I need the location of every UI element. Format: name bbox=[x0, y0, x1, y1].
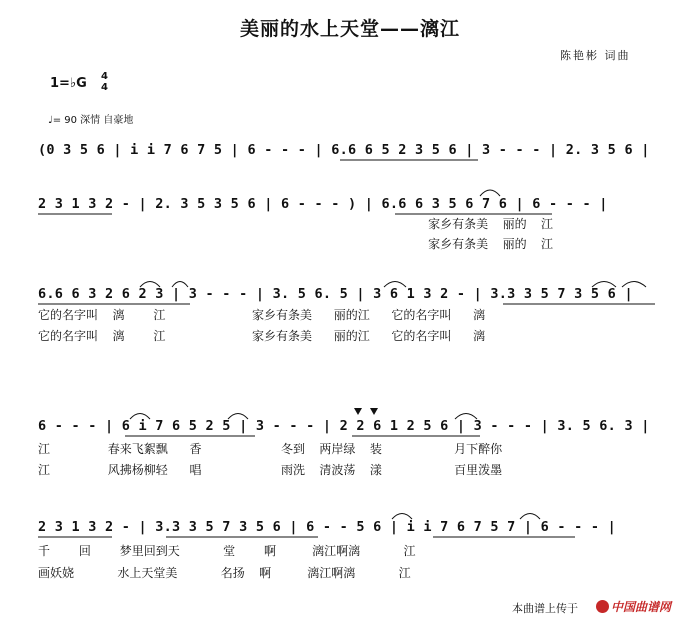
notation-line-1: (0 3 5 6 | i i 7 6 7 5 | 6 - - - | 6.6 6 5 2 3 5 6 | 3 - - - | 2. 3 5 6 | bbox=[38, 142, 650, 158]
fermata-marks bbox=[354, 408, 378, 415]
fermata-wedge bbox=[354, 408, 362, 415]
site-logo bbox=[596, 598, 671, 615]
song-title: 美丽的水上天堂——漓江 bbox=[239, 18, 460, 40]
lyric-line-2a: 家乡有条美 丽的 江 bbox=[38, 217, 554, 231]
beam-underlines bbox=[38, 160, 655, 537]
lyric-line-5b: 画妖娆 水上天堂美 名扬 啊 漓江啊漓 江 bbox=[38, 566, 411, 580]
notation-line-4: 6 - - - | 6 i 7 6 5 2 5 | 3 - - - | 2 2 6 1 2 5 6 | 3 - - - | 3. 5 6. 3 | bbox=[38, 418, 650, 434]
tempo-marking: ♩= 90 深情 自豪地 bbox=[48, 115, 134, 126]
time-signature-bottom: 4 bbox=[101, 82, 108, 93]
slur-mark bbox=[455, 414, 477, 420]
lyric-line-3a: 它的名字叫 漓 江 家乡有条美 丽的江 它的名字叫 漓 bbox=[38, 308, 486, 322]
composer-credit: 陈艳彬 词曲 bbox=[560, 49, 631, 62]
lyric-line-4a: 江 春来飞絮飘 香 冬到 两岸绿 装 月下醉你 bbox=[38, 442, 503, 456]
slur-mark bbox=[172, 282, 188, 288]
slur-mark bbox=[592, 282, 616, 288]
slur-mark bbox=[622, 282, 646, 288]
slur-mark bbox=[392, 514, 412, 520]
notation-line-3: 6.6 6 3 2 6 2 3 | 3 - - - | 3. 5 6. 5 | 3 6 1 3 2 - | 3.3 3 5 7 3 5 6 | bbox=[38, 286, 633, 302]
slur-mark bbox=[384, 282, 406, 288]
slur-mark bbox=[228, 414, 248, 420]
footer-label: 本曲谱上传于 bbox=[512, 602, 578, 615]
site-logo-icon bbox=[596, 600, 609, 613]
lyric-line-5a: 千 回 梦里回到天 堂 啊 漓江啊漓 江 bbox=[38, 544, 416, 558]
slur-mark bbox=[140, 282, 160, 288]
lyric-line-4b: 江 风拂杨柳轻 唱 雨洗 清波荡 漾 百里泼墨 bbox=[38, 463, 503, 477]
lyric-line-3b: 它的名字叫 漓 江 家乡有条美 丽的江 它的名字叫 漓 bbox=[38, 329, 486, 343]
notation-line-2: 2 3 1 3 2 - | 2. 3 5 3 5 6 | 6 - - - ) | 6.6 6 3 5 6 7 6 | 6 - - - | bbox=[38, 196, 608, 212]
site-name: 中国曲谱网 bbox=[611, 600, 672, 614]
time-signature-top: 4 bbox=[101, 71, 108, 82]
key-signature: 1=♭G bbox=[50, 76, 87, 91]
fermata-wedge bbox=[370, 408, 378, 415]
slur-marks bbox=[130, 190, 646, 519]
slur-mark bbox=[520, 514, 540, 520]
lyric-line-2b: 家乡有条美 丽的 江 bbox=[38, 237, 554, 251]
slur-mark bbox=[130, 414, 150, 420]
notation-line-5: 2 3 1 3 2 - | 3.3 3 5 7 3 5 6 | 6 - - 5 6 | i i 7 6 7 5 7 | 6 - - - | bbox=[38, 519, 617, 535]
slur-mark bbox=[480, 190, 500, 196]
